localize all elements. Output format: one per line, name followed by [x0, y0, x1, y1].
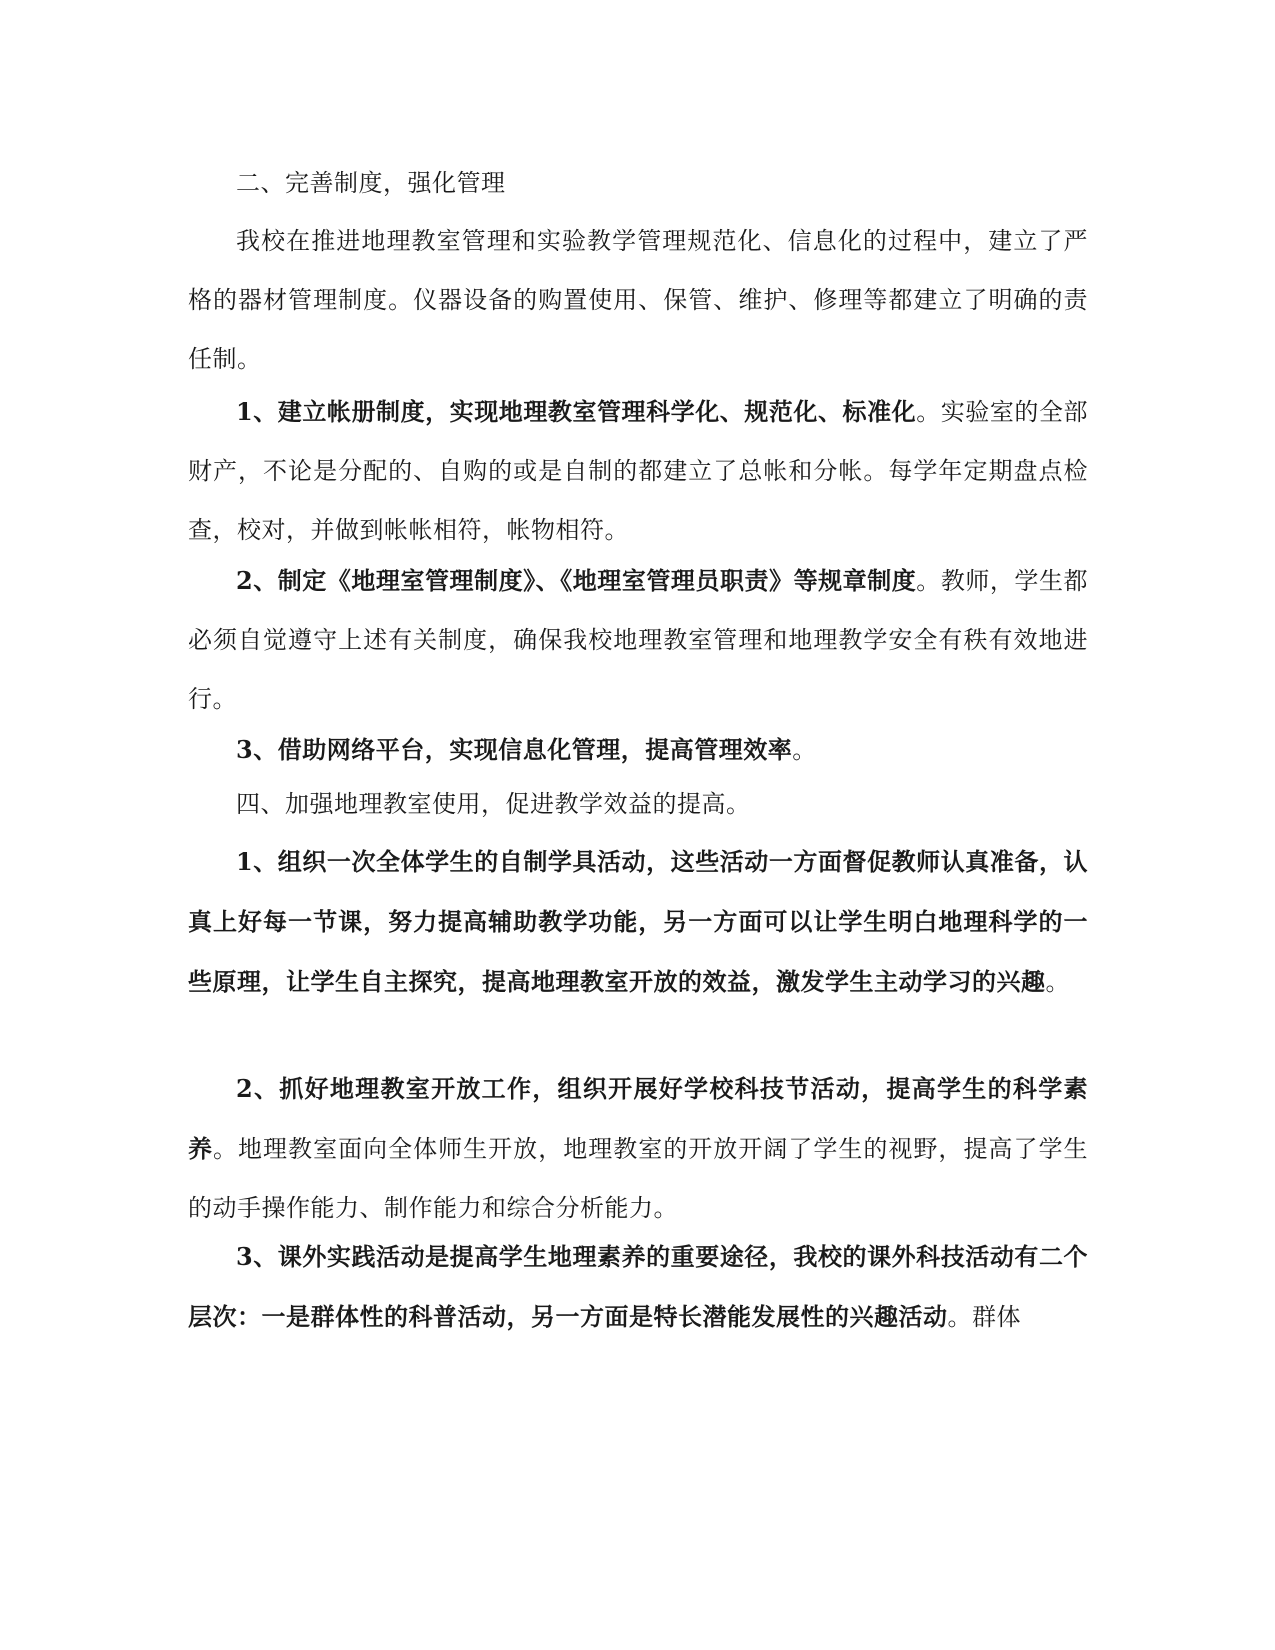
paragraph-usage-2 [188, 1059, 1088, 1238]
paragraph-text: 我校在推进地理教室管理和实验教学管理规范化、信息化的过程中，建立了严格的器材管理制度。仪器设备的购置使用、保管、维护、修理等都建立了明确的责任制。 [188, 227, 1088, 373]
paragraph-bold-lead: 2、抓好地理教室开放工作，组织开展好学校科技节活动，提高学生的科学素养 [188, 1074, 1088, 1163]
heading-text: 四、加强地理教室使用，促进教学效益的提高。 [236, 790, 751, 818]
paragraph-text: 。 [792, 736, 817, 764]
section-heading-4 [188, 775, 1088, 834]
paragraph-text: 。实验室的全部财产，不论是分配的、自购的或是自制的都建立了总帐和分帐。每学年定期盘点检查，校对，并做到帐帐相符，帐物相符。 [188, 398, 1089, 544]
section-heading-2 [188, 154, 1088, 213]
paragraph-text: 。教师，学生都必须自觉遵守上述有关制度，确保我校地理教室管理和地理教学安全有秩有效地进行。 [188, 567, 1089, 713]
paragraph-item-2 [188, 551, 1088, 729]
heading-text: 二、完善制度，强化管理 [236, 169, 506, 197]
paragraph-usage-3 [188, 1227, 1088, 1347]
paragraph-bold-lead: 3、借助网络平台，实现信息化管理，提高管理效率 [236, 735, 793, 764]
paragraph-bold-lead: 2、制定《地理室管理制度》、《地理室管理员职责》等规章制度 [236, 566, 917, 595]
paragraph-usage-1 [188, 832, 1088, 1012]
paragraph-item-1 [188, 382, 1088, 560]
paragraph-bold-lead: 1、组织一次全体学生的自制学具活动，这些活动一方面督促教师认真准备，认真上好每一节课，努力提高辅助教学功能，另一方面可以让学生明白地理科学的一些原理，让学生自主探究，提高地理教室开放的效益，激发学生主动学习的兴趣 [188, 847, 1088, 996]
paragraph-bold-lead: 1、建立帐册制度，实现地理教室管理科学化、规范化、标准化 [236, 397, 917, 426]
paragraph-intro [188, 212, 1088, 389]
paragraph-text: 。地理教室面向全体师生开放，地理教室的开放开阔了学生的视野，提高了学生的动手操作能力、制作能力和综合分析能力。 [188, 1135, 1088, 1222]
paragraph-bold-lead: 3、课外实践活动是提高学生地理素养的重要途径，我校的课外科技活动有二个层次：一是群体性的科普活动，另一方面是特长潜能发展性的兴趣活动 [188, 1242, 1088, 1331]
paragraph-item-3 [188, 720, 1088, 780]
paragraph-text: 。群体 [947, 1303, 1021, 1331]
paragraph-text: 。 [1045, 968, 1070, 996]
